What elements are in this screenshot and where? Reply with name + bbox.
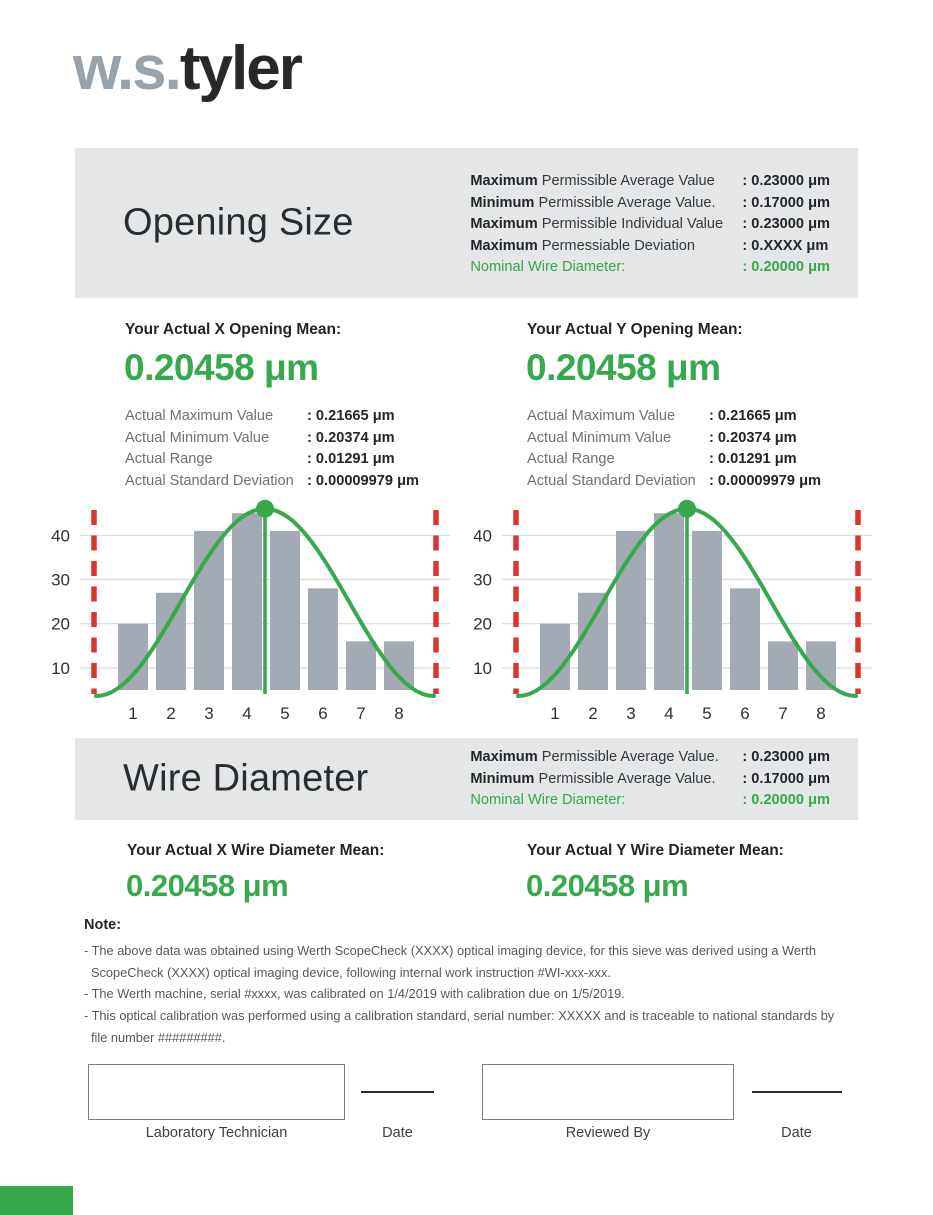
spec-row: Nominal Wire Diameter: : 0.20000 μm bbox=[470, 259, 830, 276]
x-opening-distribution bbox=[36, 498, 460, 730]
ws-tyler-logo bbox=[73, 34, 301, 103]
spec-row: Maximum Permessiable Deviation : 0.XXXX μm bbox=[470, 237, 829, 254]
x-opening-chart bbox=[36, 498, 460, 730]
svg-text:40: 40 bbox=[51, 526, 70, 546]
svg-text:4: 4 bbox=[664, 704, 674, 723]
spec-row: Maximum Permissible Average Value : 0.23000 μm bbox=[470, 173, 830, 189]
x-wire-mean-value: 0.20458 μm bbox=[126, 868, 289, 903]
y-opening-mean-heading: Your Actual Y Opening Mean: bbox=[527, 321, 743, 338]
logo-prefix: w.s. bbox=[73, 34, 180, 103]
spec-row: Minimum Permissible Average Value. : 0.17000 μm bbox=[470, 194, 830, 211]
stat-row: Actual Standard Deviation : 0.00009979 μm bbox=[125, 472, 419, 489]
footer-accent-bar bbox=[0, 1186, 73, 1215]
spec-row: Minimum Permissible Average Value. : 0.17000 μm bbox=[470, 770, 830, 787]
date-line-1 bbox=[361, 1091, 434, 1093]
stat-row: Actual Maximum Value : 0.21665 μm bbox=[527, 408, 797, 424]
wire-diameter-header-band bbox=[75, 738, 858, 820]
y-wire-mean-value: 0.20458 μm bbox=[526, 868, 689, 903]
logo-suffix: tyler bbox=[179, 34, 301, 103]
svg-text:20: 20 bbox=[473, 614, 492, 634]
svg-text:6: 6 bbox=[740, 704, 750, 723]
spec-row: Maximum Permissible Individual Value : 0.23000 μm bbox=[470, 216, 830, 233]
note-text bbox=[84, 940, 874, 1049]
svg-text:30: 30 bbox=[51, 570, 70, 590]
svg-text:4: 4 bbox=[242, 704, 252, 723]
svg-text:20: 20 bbox=[51, 614, 70, 634]
y-opening-distribution bbox=[458, 498, 882, 730]
svg-text:40: 40 bbox=[473, 526, 492, 546]
svg-text:7: 7 bbox=[778, 704, 788, 723]
svg-text:30: 30 bbox=[473, 570, 492, 590]
y-wire-mean-heading: Your Actual Y Wire Diameter Mean: bbox=[527, 842, 784, 859]
svg-text:5: 5 bbox=[702, 704, 712, 723]
reviewed-by-label: Reviewed By bbox=[565, 1125, 651, 1141]
date-label-2: Date bbox=[781, 1125, 812, 1141]
svg-text:2: 2 bbox=[588, 704, 598, 723]
x-opening-mean-heading: Your Actual X Opening Mean: bbox=[125, 321, 342, 338]
laboratory-technician-signature-box bbox=[88, 1064, 345, 1120]
stat-row: Actual Minimum Value : 0.20374 μm bbox=[125, 429, 395, 446]
date-label-1: Date bbox=[382, 1125, 413, 1141]
svg-text:10: 10 bbox=[473, 658, 492, 678]
x-opening-stats-list bbox=[125, 406, 419, 492]
stat-row: Actual Range : 0.01291 μm bbox=[527, 451, 797, 468]
note-line: - The above data was obtained using Werth ScopeCheck (XXXX) optical imaging device, for this sieve was derived using a Werth bbox=[84, 943, 816, 958]
svg-text:8: 8 bbox=[816, 704, 826, 723]
svg-text:7: 7 bbox=[356, 704, 366, 723]
stat-row: Actual Standard Deviation : 0.00009979 μm bbox=[527, 472, 821, 489]
note-heading: Note: bbox=[84, 917, 122, 933]
y-opening-stats-list bbox=[527, 406, 821, 492]
svg-text:1: 1 bbox=[128, 704, 138, 723]
note-line: - The Werth machine, serial #xxxx, was calibrated on 1/4/2019 with calibration due on 1/5/2019. bbox=[84, 986, 625, 1002]
spec-row: Maximum Permissible Average Value. : 0.23000 μm bbox=[470, 749, 830, 765]
x-opening-mean-value: 0.20458 μm bbox=[124, 347, 319, 388]
reviewed-by-signature-box bbox=[482, 1064, 734, 1120]
y-opening-chart bbox=[458, 498, 882, 730]
date-line-2 bbox=[752, 1091, 842, 1093]
spec-row: Nominal Wire Diameter: : 0.20000 μm bbox=[470, 792, 830, 809]
y-opening-mean-value: 0.20458 μm bbox=[526, 347, 721, 388]
svg-text:8: 8 bbox=[394, 704, 404, 723]
stat-row: Actual Maximum Value : 0.21665 μm bbox=[125, 408, 395, 424]
laboratory-technician-label: Laboratory Technician bbox=[145, 1125, 288, 1141]
opening-size-title: Opening Size bbox=[123, 201, 354, 244]
svg-text:3: 3 bbox=[626, 704, 636, 723]
svg-text:1: 1 bbox=[550, 704, 560, 723]
svg-text:5: 5 bbox=[280, 704, 290, 723]
svg-text:6: 6 bbox=[318, 704, 328, 723]
note-line: ScopeCheck (XXXX) optical imaging device, following internal work instruction #WI-xxx-xxx. bbox=[91, 964, 611, 980]
opening-size-header-band bbox=[75, 148, 858, 298]
note-line: - This optical calibration was performed using a calibration standard, serial number: XXXXX and is traceable to national standards by bbox=[84, 1008, 835, 1024]
note-line: file number #########. bbox=[91, 1029, 226, 1045]
x-wire-mean-heading: Your Actual X Wire Diameter Mean: bbox=[127, 842, 385, 859]
wire-diameter-title: Wire Diameter bbox=[123, 757, 369, 800]
wire-spec-list bbox=[470, 747, 830, 812]
svg-text:3: 3 bbox=[204, 704, 214, 723]
svg-text:10: 10 bbox=[51, 658, 70, 678]
opening-spec-list bbox=[470, 171, 830, 279]
stat-row: Actual Range : 0.01291 μm bbox=[125, 451, 395, 468]
stat-row: Actual Minimum Value : 0.20374 μm bbox=[527, 429, 797, 446]
svg-text:2: 2 bbox=[166, 704, 176, 723]
